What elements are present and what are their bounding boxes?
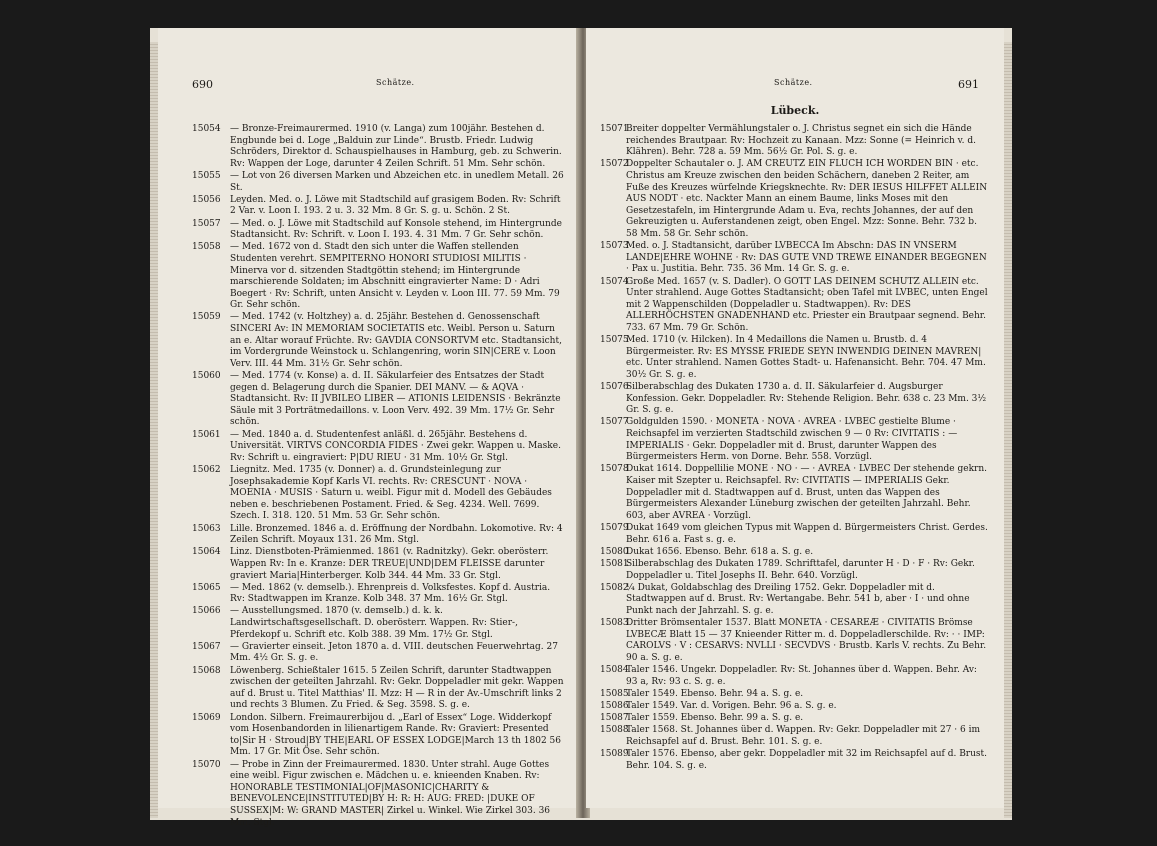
entry-text: Goldgulden 1590. · MONETA · NOVA · AVREA · LVBEC gestielte Blume · Reichsapfel im verzierten Stadtschild zwischen 9 — 0 Rv: CIVITATIS : — IMPERIALIS · Gekr. Doppeladler mit d. Brust, darunter Wappen des Bürgermeisters Herm. von Dorne. Behr. 558. Vorzügl. bbox=[626, 417, 958, 463]
catalog-entry bbox=[192, 583, 570, 606]
entry-text: — Probe in Zinn der Freimaurermed. 1830. Unter strahl. Auge Gottes eine weibl. Figur zwischen e. Mädchen u. e. knieenden Knaben. Rv: HONORABLE TESTIMONIAL|OF|MASONIC|CHARITY & BENEVOLENCE|INSTITUTED|BY H: R: H: AUG: FRED: |DUKE OF SUSSEX|M: W: GRAND MASTER| Zirkel u. Winkel. Wie Zirkel 303. 36 Mm. Stgl. bbox=[230, 759, 551, 828]
entry-text: — Med. 1840 a. d. Studentenfest anläßl. d. 265jähr. Bestehens d. Universität. VIRTVS CONCORDIA FIDES · Zwei gekr. Wappen u. Maske. Rv: Schrift u. eingraviert: P|DU RIEU · 31 Mm. 10½ Gr. Stgl. bbox=[230, 429, 561, 463]
catalog-entry bbox=[600, 159, 992, 240]
entry-number: 15066 bbox=[192, 606, 221, 617]
entry-text: — Lot von 26 diversen Marken und Abzeichen etc. in unedlem Metall. 26 St. bbox=[230, 170, 564, 193]
running-head: Schätze. bbox=[376, 78, 415, 87]
catalog-entry bbox=[600, 523, 992, 546]
entry-text: Große Med. 1657 (v. S. Dadler). O GOTT LAS DEINEM SCHUTZ ALLEIN etc. Unter strahlend. Auge Gottes Stadtansicht; oben Tafel mit LVBEC, unten Engel mit 2 Wappenschilden (Doppeladler u. Stadtwappen). Rv: DES ALLERHÖCHSTEN GNADENHAND etc. Priester ein Brautpaar segnend. Behr. 733. 67 Mm. 79 Gr. Schön. bbox=[626, 276, 988, 333]
entry-number: 15074 bbox=[600, 276, 629, 287]
entry-text: London. Silbern. Freimaurerbijou d. „Earl of Essex“ Loge. Widderkopf vom Hosenbandorden in lilienartigem Rande. Rv: Graviert: Presented to|Sir H · Stroud|BY THE|EARL OF ESSEX LODGE|March 13 th 1802 56 Mm. 17 Gr. Mit Öse. Sehr schön. bbox=[230, 712, 562, 758]
entry-text: — Bronze-Freimaurermed. 1910 (v. Langa) zum 100jähr. Bestehen d. Engbunde bei d. Loge „Balduin zur Linde“. Brustb. Friedr. Ludwig Schröders, Direktor d. Schauspielhauses in Hamburg, geb. zu Schwerin. Rv: Wappen der Loge, darunter 4 Zeilen Schrift. 51 Mm. Sehr schön. bbox=[230, 124, 562, 169]
catalog-entry bbox=[192, 242, 570, 312]
entry-text: Breiter doppelter Vermählungstaler o. J. Christus segnet ein sich die Hände reichendes Brautpaar. Rv: Hochzeit zu Kanaan. Mzz: Sonne (= Heinrich v. d. Klähren). Behr. 728 a. 59 Mm. 56½ Gr. Pol. S. g. e. bbox=[626, 124, 977, 158]
catalog-entry bbox=[192, 524, 570, 547]
entry-text: Löwenberg. Schießtaler 1615. 5 Zeilen Schrift, darunter Stadtwappen zwischen der geteilten Jahrzahl. Rv: Gekr. Doppeladler mit gekr. Wappen auf d. Brust u. Titel Matthias' II. Mzz: H — R in der Av.-Umschrift links 2 und rechts 3 Blumen. Zu Fried. & Seg. 3598. S. g. e. bbox=[230, 665, 564, 711]
entry-text: Leyden. Med. o. J. Löwe mit Stadtschild auf grasigem Boden. Rv: Schrift 2 Var. v. Loon I. 193. 2 u. 3. 32 Mm. 8 Gr. S. g. u. Schön. 2 St. bbox=[230, 194, 561, 217]
right-page bbox=[586, 28, 1004, 808]
page-number: 691 bbox=[958, 78, 979, 91]
entry-text: Med. 1710 (v. Hilcken). In 4 Medaillons die Namen u. Brustb. d. 4 Bürgermeister. Rv: ES MYSSE FRIEDE SEYN INWENDIG DEINEN MAVREN| etc. Unter strahlend. Namen Gottes Stadt- u. Hafenansicht. Behr. 704. 47 Mm. 30½ Gr. S. g. e. bbox=[626, 335, 986, 380]
entry-text: Silberabschlag des Dukaten 1730 a. d. II. Säkularfeier d. Augsburger Konfession. Gekr. Doppeladler. Rv: Stehende Religion. Behr. 638 c. 23 Mm. 3½ Gr. S. g. e. bbox=[626, 382, 987, 416]
entry-number: 15080 bbox=[600, 546, 629, 557]
catalog-entry bbox=[192, 195, 570, 218]
entry-number: 15067 bbox=[192, 641, 221, 652]
catalog-entry bbox=[600, 417, 992, 463]
entry-number: 15088 bbox=[600, 725, 629, 736]
entry-number: 15063 bbox=[192, 523, 221, 534]
catalog-entry bbox=[600, 559, 992, 582]
entry-number: 15068 bbox=[192, 665, 221, 676]
page-edges-right bbox=[1004, 42, 1012, 818]
entry-text: Linz. Dienstboten-Prämienmed. 1861 (v. Radnitzky). Gekr. oberösterr. Wappen Rv: In e. Kranze: DER TREUE|UND|DEM FLEISSE darunter graviert Maria|Hinterberger. Kolb 344. 44 Mm. 33 Gr. Stgl. bbox=[230, 547, 549, 581]
catalog-entry bbox=[192, 465, 570, 523]
catalog-entry bbox=[600, 547, 992, 559]
catalog-entry bbox=[192, 666, 570, 712]
entry-number: 15075 bbox=[600, 335, 629, 346]
entry-text: — Med. 1774 (v. Konse) a. d. II. Säkularfeier des Entsatzes der Stadt gegen d. Belagerung durch die Spanier. DEI MANV. — & AQVA · Stadtansicht. Rv: II JVBILEO LIBER — ATIONIS LEIDENSIS · Bekränzte Säule mit 3 Porträtmedaillons. v. Loon Verv. 492. 39 Mm. 17½ Gr. Sehr schön. bbox=[230, 371, 561, 428]
entry-number: 15062 bbox=[192, 464, 221, 475]
entry-list bbox=[192, 124, 570, 830]
entry-text: — Med. 1862 (v. demselb.). Ehrenpreis d. Volksfestes. Kopf d. Austria. Rv: Stadtwappen im Kranze. Kolb 348. 37 Mm. 16½ Gr. Stgl. bbox=[230, 582, 551, 605]
catalog-entry bbox=[600, 583, 992, 618]
entry-text: Lille. Bronzemed. 1846 a. d. Eröffnung der Nordbahn. Lokomotive. Rv: 4 Zeilen Schrift. Moyaux 131. 26 Mm. Stgl. bbox=[230, 523, 563, 546]
entry-text: Taler 1576. Ebenso, aber gekr. Doppeladler mit 32 im Reichsapfel auf d. Brust. Behr. 104. S. g. e. bbox=[626, 749, 988, 771]
entry-text: — Med. 1672 von d. Stadt den sich unter die Waffen stellenden Studenten verehrt. SEMPITERNO HONORI STUDIOSI MILITIS · Minerva vor d. sitzenden Stadtgöttin stehend; im Hintergrunde marschierende Soldaten; im Abschnitt eingravierter Name: D · Adri Boegert · Rv: Schrift, unten Ansicht v. Leyden v. Loon III. 77. 59 Mm. 79 Gr. Sehr schön. bbox=[230, 242, 560, 311]
catalog-entry bbox=[600, 689, 992, 701]
catalog-entry bbox=[192, 606, 570, 641]
entry-text: Taler 1549. Var. d. Vorigen. Behr. 96 a. S. g. e. bbox=[626, 701, 837, 711]
catalog-entry bbox=[192, 219, 570, 242]
entry-text: Dukat 1656. Ebenso. Behr. 618 a. S. g. e. bbox=[626, 546, 814, 557]
entry-text: Taler 1568. St. Johannes über d. Wappen. Rv: Gekr. Doppeladler mit 27 · 6 im Reichsapfel auf d. Brust. Behr. 101. S. g. e. bbox=[626, 725, 981, 747]
entry-number: 15058 bbox=[192, 242, 221, 253]
catalog-entry bbox=[600, 277, 992, 335]
catalog-entry bbox=[600, 618, 992, 664]
left-page bbox=[158, 28, 576, 828]
catalog-entry bbox=[192, 124, 570, 170]
entry-list bbox=[600, 124, 992, 773]
catalog-entry bbox=[600, 665, 992, 688]
section-title: Lübeck. bbox=[770, 104, 820, 117]
entry-text: — Med. 1742 (v. Holtzhey) a. d. 25jähr. Bestehen d. Genossenschaft SINCERI Av: IN MEMORIAM SOCIETATIS etc. Weibl. Person u. Saturn an e. Altar worauf Früchte. Rv: GAVDIA CONSORTVM etc. Stadtansicht, im Vordergrunde Weinstock u. Schlangenring, worin SIN|CERE v. Loon Verv. III. 44 Mm. 31½ Gr. Sehr schön. bbox=[230, 312, 562, 369]
catalog-entry bbox=[600, 241, 992, 276]
catalog-entry bbox=[600, 382, 992, 417]
entry-text: Taler 1549. Ebenso. Behr. 94 a. S. g. e. bbox=[626, 688, 804, 699]
entry-text: Liegnitz. Med. 1735 (v. Donner) a. d. Grundsteinlegung zur Josephsakademie Kopf Karls VI. rechts. Rv: CRESCUNT · NOVA · MOENIA · MUSIS · Saturn u. weibl. Figur mit d. Modell des Gebäudes neben e. beschriebenen Postament. Fried. & Seg. 4234. Well. 7699. Szech. I. 318. 120. 51 Mm. 53 Gr. Sehr schön. bbox=[230, 464, 552, 522]
entry-text: Taler 1546. Ungekr. Doppeladler. Rv: St. Johannes über d. Wappen. Behr. Av: 93 a, Rv: 93 c. S. g. e. bbox=[626, 665, 977, 687]
entry-number: 15079 bbox=[600, 522, 629, 533]
entry-number: 15054 bbox=[192, 124, 221, 134]
entry-number: 15085 bbox=[600, 688, 629, 699]
catalog-entry bbox=[600, 701, 992, 713]
catalog-entry bbox=[192, 371, 570, 429]
entry-text: — Gravierter einseit. Jeton 1870 a. d. VIII. deutschen Feuerwehrtag. 27 Mm. 4½ Gr. S. g. e. bbox=[230, 641, 558, 664]
entry-number: 15056 bbox=[192, 194, 221, 205]
entry-number: 15055 bbox=[192, 170, 221, 181]
catalog-entry bbox=[192, 171, 570, 194]
entry-text: Dukat 1649 vom gleichen Typus mit Wappen d. Bürgermeisters Christ. Gerdes. Behr. 616 a. Fast s. g. e. bbox=[626, 522, 988, 545]
catalog-entry bbox=[600, 124, 992, 159]
entry-number: 15078 bbox=[600, 464, 629, 475]
catalog-entry bbox=[600, 335, 992, 381]
entry-text: Dukat 1614. Doppellilie MONE · NO · — · AVREA · LVBEC Der stehende gekrn. Kaiser mit Szepter u. Reichsapfel. Rv: CIVITATIS — IMPERIALIS Gekr. Doppeladler mit d. Stadtwappen auf d. Brust, unten das Wappen des Bürgermeisters Alexander Lüneburg zwischen der geteilten Jahrzahl. Behr. 603, aber AVREA · Vorzügl. bbox=[626, 464, 987, 521]
catalog-entry bbox=[192, 312, 570, 370]
page-edges-left bbox=[150, 42, 158, 818]
entry-number: 15064 bbox=[192, 547, 221, 558]
entry-number: 15083 bbox=[600, 618, 629, 629]
entry-text: Doppelter Schautaler o. J. AM CREUTZ EIN FLUCH ICH WORDEN BIN · etc. Christus am Kreuze zwischen den beiden Schächern, daneben 2 Reiter, am Fuße des Kreuzes würfelnde Kriegsknechte. Rv: DER IESUS HILFFET ALLEIN AUS NODT · etc. Nackter Mann an einem Baume, links Moses mit den Gesetzestafeln, im Hintergrunde Adam u. Eva, rechts Johannes, der auf den Gekreuzigten u. Auferstandenen zeigt, oben Engel. Mzz: Sonne. Behr. 732 b. 58 Mm. 58 Gr. Sehr schön. bbox=[626, 159, 988, 239]
entry-number: 15073 bbox=[600, 241, 629, 252]
entry-text: Taler 1559. Ebenso. Behr. 99 a. S. g. e. bbox=[626, 713, 804, 724]
entry-text: Dritter Brömsentaler 1537. Blatt MONETA · CESAREÆ · CIVITATIS Brömse LVBECÆ Blatt 15 — 37 Knieender Ritter m. d. Doppeladlerschilde. Rv: · · IMP: CAROLVS · V : CESARVS: NVLLI · SECVDVS · Brustb. Karls V. rechts. Zu Behr. 90 a. S. g. e. bbox=[626, 618, 987, 663]
entry-text: Silberabschlag des Dukaten 1789. Schrifttafel, darunter H · D · F · Rv: Gekr. Doppeladler u. Titel Josephs II. Behr. 640. Vorzügl. bbox=[626, 558, 975, 581]
catalog-entry bbox=[192, 760, 570, 830]
entry-number: 15081 bbox=[600, 558, 629, 569]
catalog-entry bbox=[600, 464, 992, 522]
entry-text: ¼ Dukat, Goldabschlag des Dreiling 1752. Gekr. Doppeladler mit d. Stadtwappen auf d. Brust. Rv: Wertangabe. Behr. 541 b, aber · I · und ohne Punkt nach der Jahrzahl. S. g. e. bbox=[626, 582, 970, 616]
entry-number: 15059 bbox=[192, 312, 221, 323]
catalog-entry bbox=[192, 642, 570, 665]
entry-number: 15089 bbox=[600, 749, 629, 760]
entry-number: 15065 bbox=[192, 582, 221, 593]
entry-number: 15087 bbox=[600, 713, 629, 724]
running-head: Schätze. bbox=[774, 78, 813, 87]
entry-number: 15070 bbox=[192, 759, 221, 770]
catalog-entry bbox=[192, 713, 570, 759]
catalog-entry bbox=[600, 713, 992, 725]
entry-number: 15069 bbox=[192, 712, 221, 723]
entry-number: 15071 bbox=[600, 124, 629, 134]
entry-number: 15082 bbox=[600, 582, 629, 593]
entry-text: — Med. o. J. Löwe mit Stadtschild auf Konsole stehend, im Hintergrunde Stadtansicht. Rv: Schrift. v. Loon I. 193. 4. 31 Mm. 7 Gr. Sehr schön. bbox=[230, 218, 562, 241]
catalog-entry bbox=[600, 749, 992, 772]
entry-number: 15060 bbox=[192, 371, 221, 382]
catalog-entry bbox=[192, 547, 570, 582]
entry-number: 15057 bbox=[192, 218, 221, 229]
entry-number: 15061 bbox=[192, 429, 221, 440]
catalog-entry bbox=[600, 725, 992, 748]
open-book bbox=[150, 28, 1012, 828]
entry-number: 15077 bbox=[600, 417, 629, 428]
entry-text: — Ausstellungsmed. 1870 (v. demselb.) d. k. k. Landwirtschaftsgesellschaft. D. oberösterr. Wappen. Rv: Stier-, Pferdekopf u. Schrift etc. Kolb 388. 39 Mm. 17½ Gr. Stgl. bbox=[230, 606, 518, 640]
catalog-entry bbox=[192, 430, 570, 465]
entry-number: 15084 bbox=[600, 665, 629, 676]
page-number: 690 bbox=[192, 78, 213, 91]
entry-number: 15076 bbox=[600, 382, 629, 393]
entry-number: 15072 bbox=[600, 159, 629, 170]
entry-text: Med. o. J. Stadtansicht, darüber LVBECCA Im Abschn: DAS IN VNSERM LANDE|EHRE WOHNE · Rv: DAS GUTE VND TREWE EINANDER BEGEGNEN · Pax u. Justitia. Behr. 735. 36 Mm. 14 Gr. S. g. e. bbox=[626, 241, 987, 275]
entry-number: 15086 bbox=[600, 701, 629, 711]
